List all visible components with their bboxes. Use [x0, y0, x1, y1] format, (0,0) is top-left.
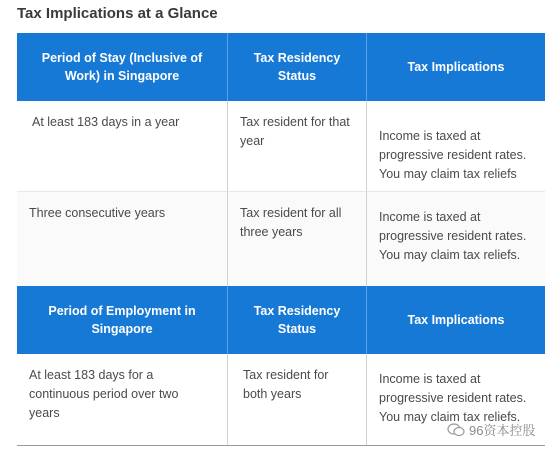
cell-text: Three consecutive years [29, 206, 166, 220]
wechat-icon [447, 423, 465, 437]
cell-text: Income is taxed at progressive resident rates. You may claim tax reliefs. [379, 210, 527, 262]
cell-text: Income is taxed at progressive resident rates. You may claim tax reliefs [379, 129, 527, 181]
watermark-text: 96资本控股 [469, 423, 536, 438]
table-header-tax-implications: Tax Implications [367, 33, 545, 101]
cell-text: At least 183 days in a year [32, 115, 180, 129]
table-header-tax-implications: Tax Implications [367, 286, 545, 354]
cell-text: Income is taxed at progressive resident rates. You may claim tax reliefs. [379, 372, 527, 424]
table-cell [228, 192, 367, 286]
cell-text: Tax resident for both years [243, 368, 329, 401]
table-header-period-of-stay: Period of Stay (Inclusive of Work) in Singapore [17, 33, 228, 101]
table-cell [17, 354, 228, 445]
table-header-residency-status: Tax Residency Status [228, 286, 367, 354]
table-cell [367, 192, 545, 286]
table-header-period-of-employment: Period of Employment in Singapore [17, 286, 228, 354]
table-cell [228, 354, 367, 445]
table-cell [228, 101, 367, 192]
table-cell [17, 192, 228, 286]
tax-table [17, 33, 545, 446]
cell-text: Tax resident for that year [240, 115, 350, 148]
cell-text: At least 183 days for a continuous period over two years [29, 368, 179, 420]
table-cell [17, 101, 228, 192]
table-header-residency-status: Tax Residency Status [228, 33, 367, 101]
watermark [447, 420, 535, 439]
page-title: Tax Implications at a Glance [17, 5, 218, 22]
cell-text: Tax resident for all three years [240, 206, 342, 239]
table-cell [367, 101, 545, 192]
